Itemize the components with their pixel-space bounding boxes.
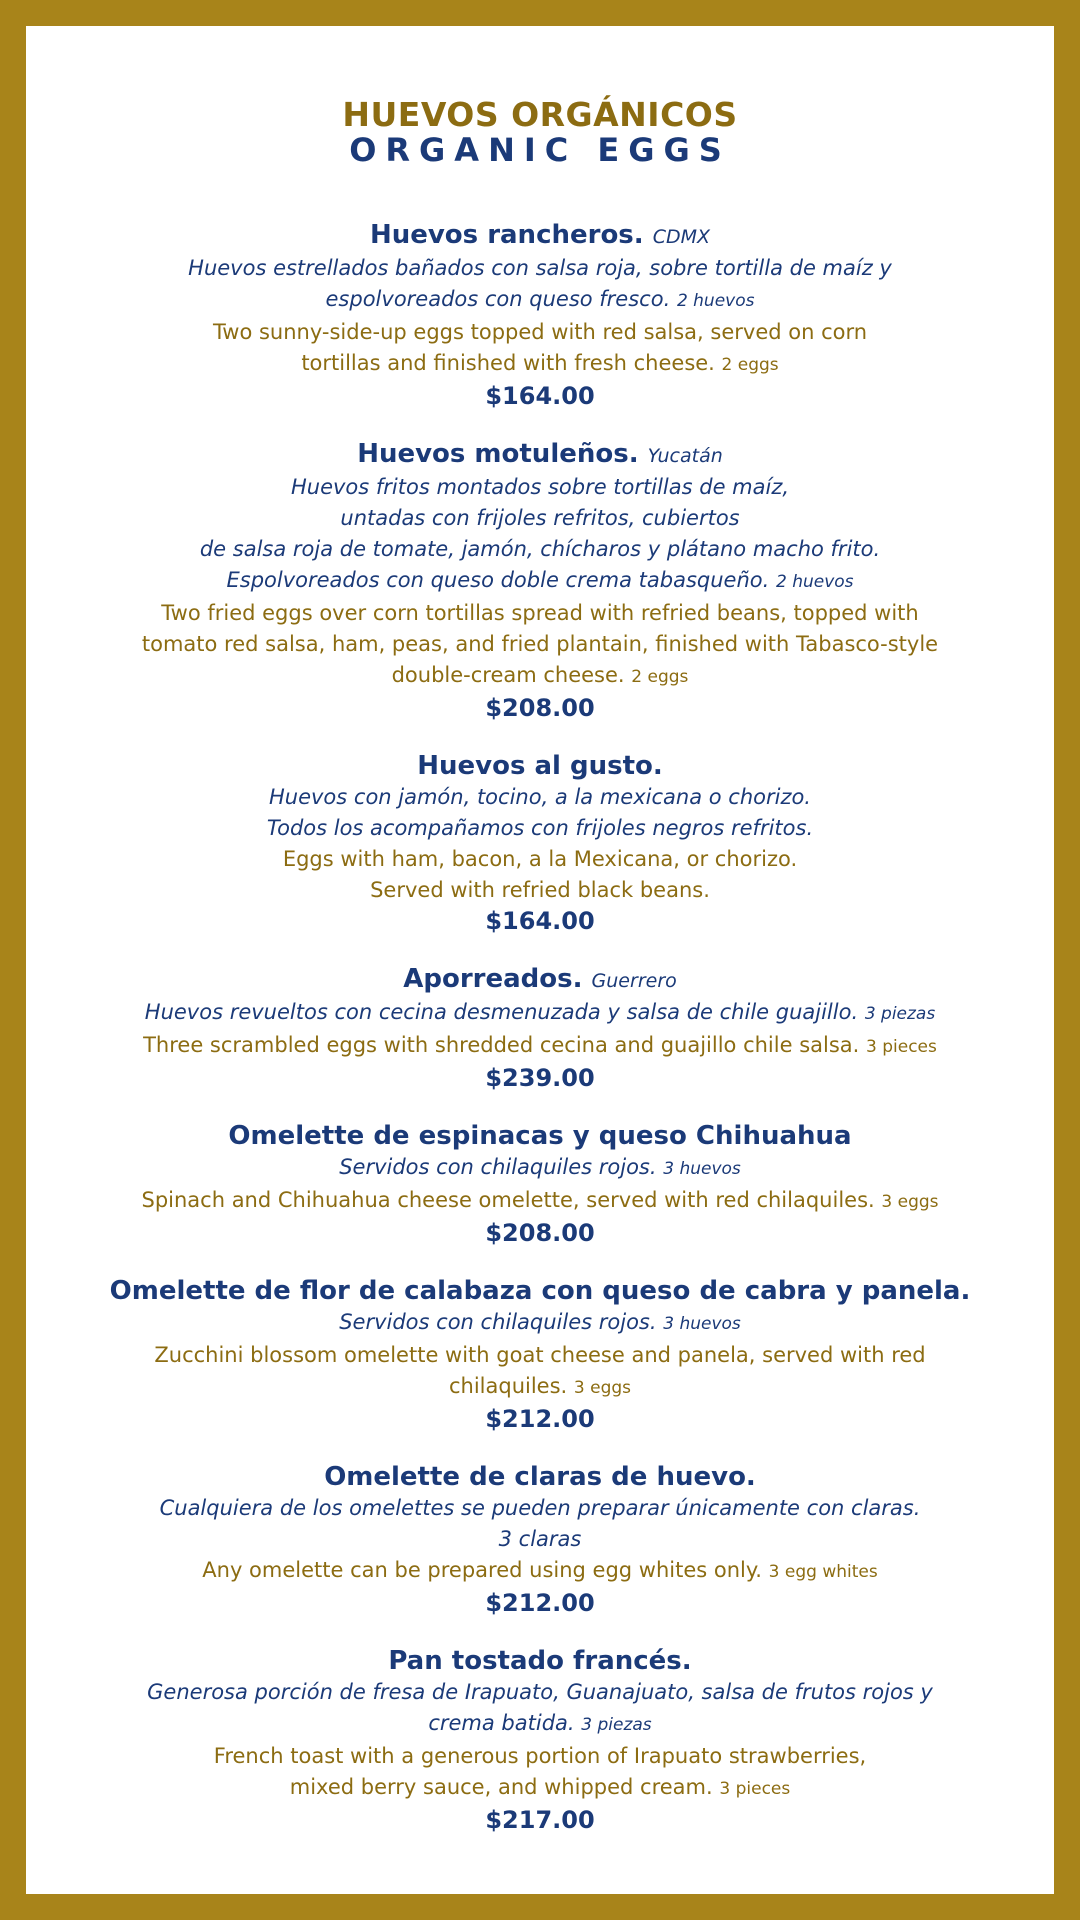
menu-item	[62, 750, 1018, 937]
dish-name	[62, 1645, 1018, 1677]
description-line	[62, 875, 1018, 906]
portion-quantity: 2 eggs	[721, 355, 779, 375]
description-text: espolvoreados con queso fresco.	[325, 287, 671, 311]
description-line	[62, 472, 1018, 503]
description-es	[62, 1677, 1018, 1741]
menu-item	[62, 438, 1018, 724]
description-line	[62, 660, 1018, 693]
description-line	[62, 1152, 1018, 1185]
description-es	[62, 1152, 1018, 1185]
dish-title: Aporreados.	[403, 964, 583, 994]
description-es	[62, 1493, 1018, 1555]
description-text: untadas con frijoles refritos, cubiertos	[340, 506, 740, 530]
menu-page	[26, 26, 1054, 1894]
portion-quantity: 3 egg whites	[768, 1562, 878, 1582]
description-line	[62, 598, 1018, 629]
dish-origin: Yucatán	[647, 445, 723, 467]
description-text: Zucchini blossom omelette with goat cheese and panela, served with red	[154, 1343, 926, 1367]
dish-price: $208.00	[485, 1219, 595, 1247]
portion-quantity: 3 eggs	[573, 1378, 632, 1398]
description-text: 3 claras	[498, 1527, 582, 1551]
dish-price: $212.00	[485, 1589, 595, 1617]
description-text: double-cream cheese.	[391, 663, 625, 687]
dish-price: $212.00	[485, 1405, 595, 1433]
description-line	[62, 997, 1018, 1030]
dish-name	[62, 219, 1018, 253]
description-line	[62, 1371, 1018, 1404]
description-text: de salsa roja de tomate, jamón, chícharos y plátano macho frito.	[199, 537, 881, 561]
menu-item	[62, 963, 1018, 1094]
description-en	[62, 1555, 1018, 1588]
description-line	[62, 1030, 1018, 1063]
description-line	[62, 1555, 1018, 1588]
description-en	[62, 598, 1018, 693]
description-line	[62, 348, 1018, 381]
dish-price: $164.00	[485, 382, 595, 410]
description-text: Huevos fritos montados sobre tortillas de maíz,	[290, 475, 790, 499]
dish-title: Huevos motuleños.	[357, 439, 639, 469]
description-text: Eggs with ham, bacon, a la Mexicana, or chorizo.	[282, 847, 798, 871]
menu-item	[62, 219, 1018, 412]
menu-item	[62, 1120, 1018, 1249]
dish-title: Huevos rancheros.	[369, 220, 644, 250]
portion-quantity: 3 eggs	[881, 1192, 939, 1212]
dish-title: Omelette de claras de huevo.	[324, 1462, 756, 1492]
dish-origin: Guerrero	[591, 970, 677, 992]
description-text: Espolvoreados con queso doble crema tabasqueño.	[226, 568, 770, 592]
description-line	[62, 1524, 1018, 1555]
description-text: Servidos con chilaquiles rojos.	[339, 1155, 657, 1179]
description-text: Huevos con jamón, tocino, a la mexicana o chorizo.	[268, 785, 811, 809]
description-en	[62, 844, 1018, 906]
description-text: French toast with a generous portion of Irapuato strawberries,	[213, 1744, 867, 1768]
description-line	[62, 1708, 1018, 1741]
description-es	[62, 253, 1018, 317]
description-line	[62, 253, 1018, 284]
portion-quantity: 3 piezas	[864, 1004, 936, 1024]
dish-title: Omelette de flor de calabaza con queso de cabra y panela.	[109, 1276, 971, 1306]
description-line	[62, 1772, 1018, 1805]
description-es	[62, 782, 1018, 844]
dish-name	[62, 1120, 1018, 1152]
description-text: Two sunny-side-up eggs topped with red salsa, served on corn	[212, 320, 868, 344]
dish-title: Pan tostado francés.	[388, 1646, 692, 1676]
description-text: tomato red salsa, ham, peas, and fried plantain, finished with Tabasco-style	[141, 632, 939, 656]
portion-quantity: 3 huevos	[663, 1159, 741, 1179]
portion-quantity: 3 pieces	[866, 1037, 937, 1057]
portion-quantity: 2 huevos	[775, 572, 854, 592]
description-text: chilaquiles.	[448, 1374, 568, 1398]
portion-quantity: 3 pieces	[719, 1779, 791, 1799]
description-es	[62, 997, 1018, 1030]
dish-name	[62, 1461, 1018, 1493]
dish-price: $239.00	[485, 1064, 595, 1092]
dish-title: Omelette de espinacas y queso Chihuahua	[228, 1121, 852, 1151]
description-line	[62, 629, 1018, 660]
description-text: Huevos revueltos con cecina desmenuzada y salsa de chile guajillo.	[144, 1000, 859, 1024]
menu-item	[62, 1645, 1018, 1836]
description-es	[62, 472, 1018, 598]
description-es	[62, 1307, 1018, 1340]
portion-quantity: 3 huevos	[663, 1314, 741, 1334]
description-line	[62, 1677, 1018, 1708]
description-text: Generosa porción de fresa de Irapuato, Guanajuato, salsa de frutos rojos y	[147, 1680, 933, 1704]
description-text: Any omelette can be prepared using egg whites only.	[202, 1558, 762, 1582]
description-line	[62, 284, 1018, 317]
dish-title: Huevos al gusto.	[417, 751, 663, 781]
description-line	[62, 782, 1018, 813]
description-text: Todos los acompañamos con frijoles negros refritos.	[266, 816, 814, 840]
portion-quantity: 2 huevos	[676, 291, 755, 311]
description-line	[62, 1493, 1018, 1524]
description-en	[62, 317, 1018, 381]
description-line	[62, 844, 1018, 875]
description-text: Spinach and Chihuahua cheese omelette, served with red chilaquiles.	[141, 1188, 875, 1212]
description-text: Cualquiera de los omelettes se pueden preparar únicamente con claras.	[159, 1496, 921, 1520]
section-title-en: ORGANIC EGGS	[349, 131, 731, 169]
description-text: Two fried eggs over corn tortillas spread with refried beans, topped with	[161, 601, 919, 625]
description-text: Servidos con chilaquiles rojos.	[339, 1310, 657, 1334]
description-text: mixed berry sauce, and whipped cream.	[289, 1775, 713, 1799]
description-line	[62, 813, 1018, 844]
menu-item	[62, 1461, 1018, 1619]
description-line	[62, 565, 1018, 598]
dish-name	[62, 1275, 1018, 1307]
description-line	[62, 1741, 1018, 1772]
description-line	[62, 317, 1018, 348]
dish-price: $217.00	[485, 1806, 595, 1834]
dish-name	[62, 750, 1018, 782]
description-en	[62, 1030, 1018, 1063]
dish-price: $208.00	[485, 694, 595, 722]
portion-quantity: 3 piezas	[581, 1715, 652, 1735]
menu-header	[26, 95, 1054, 169]
portion-quantity: 2 eggs	[631, 667, 689, 687]
description-line	[62, 534, 1018, 565]
description-line	[62, 503, 1018, 534]
description-text: tortillas and finished with fresh cheese.	[301, 351, 715, 375]
description-text: Three scrambled eggs with shredded cecina and guajillo chile salsa.	[143, 1033, 860, 1057]
description-text: crema batida.	[428, 1711, 575, 1735]
description-line	[62, 1307, 1018, 1340]
menu-items	[26, 219, 1054, 1836]
description-text: Served with refried black beans.	[370, 878, 710, 902]
menu-item	[62, 1275, 1018, 1435]
description-en	[62, 1741, 1018, 1805]
description-en	[62, 1340, 1018, 1404]
description-line	[62, 1185, 1018, 1218]
dish-name	[62, 438, 1018, 472]
description-en	[62, 1185, 1018, 1218]
description-text: Huevos estrellados bañados con salsa roja, sobre tortilla de maíz y	[188, 256, 892, 280]
dish-price: $164.00	[485, 907, 595, 935]
section-title-es: HUEVOS ORGÁNICOS	[342, 95, 738, 134]
description-line	[62, 1340, 1018, 1371]
dish-origin: CDMX	[652, 226, 711, 248]
dish-name	[62, 963, 1018, 997]
